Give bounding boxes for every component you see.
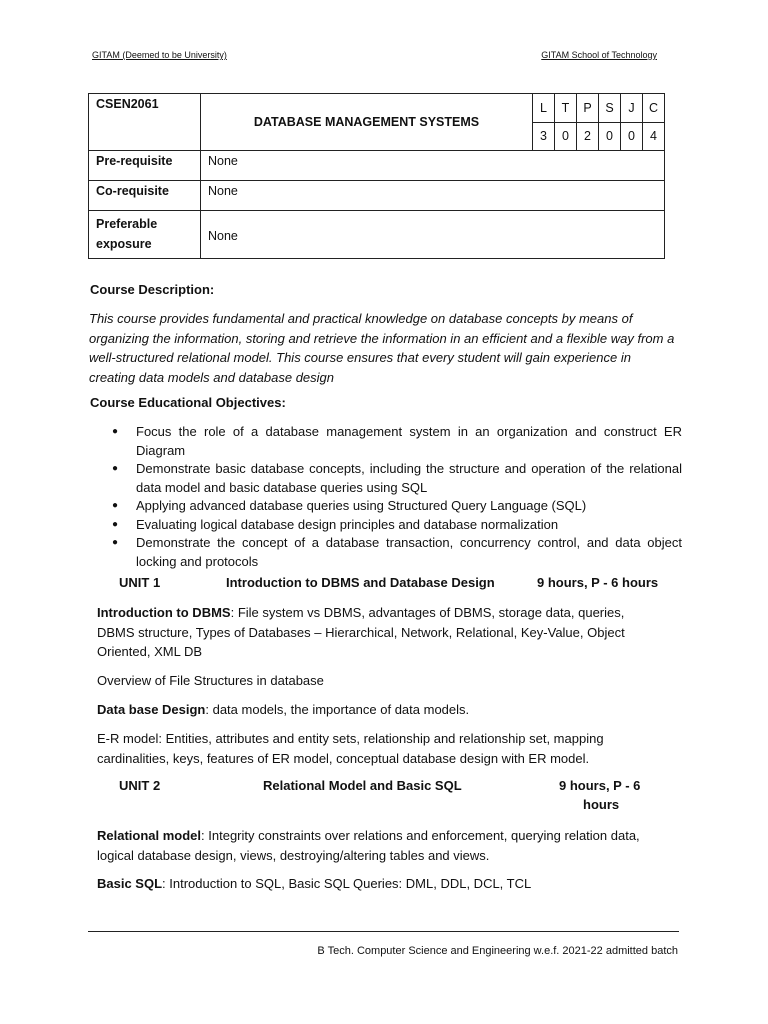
unit1-design-text: : data models, the importance of data models. bbox=[205, 702, 470, 717]
ltp-label-c: C bbox=[643, 94, 665, 123]
ltp-value-s: 0 bbox=[599, 122, 621, 151]
objectives-list bbox=[112, 423, 682, 571]
ltp-label-p: P bbox=[577, 94, 599, 123]
header-school: GITAM School of Technology bbox=[541, 50, 657, 60]
course-description-text: This course provides fundamental and practical knowledge on database concepts by means of organizing the information, storing and retrieve the information in an efficient and a flexible way from a well-structured relational model. This course ensures that every student will gain experience in creating data models and database design bbox=[89, 311, 675, 385]
unit1-design-label: Data base Design bbox=[97, 702, 206, 717]
unit2-hours-line1: 9 hours, P - 6 bbox=[559, 778, 641, 793]
table-row bbox=[89, 151, 665, 181]
unit1-intro-text: : File system vs DBMS, advantages of DBMS, storage data, queries, DBMS structure, Types of Databases – Hierarchical, Network, Relational, Key-Value, Object Oriented, XML DB bbox=[97, 605, 625, 659]
unit1-overview: Overview of File Structures in database bbox=[97, 673, 324, 688]
ltp-label-t: T bbox=[555, 94, 577, 123]
unit2-relational-text: : Integrity constraints over relations and enforcement, querying relation data, logical database design, views, destroying/altering tables and views. bbox=[97, 828, 640, 863]
ltp-value-p: 2 bbox=[577, 122, 599, 151]
unit1-intro-label: Introduction to DBMS bbox=[97, 605, 231, 620]
unit1-hours: 9 hours, P - 6 hours bbox=[537, 575, 659, 590]
unit2-sql-paragraph bbox=[97, 874, 659, 894]
unit2-sql-label: Basic SQL bbox=[97, 876, 163, 891]
unit2-sql-text: : Introduction to SQL, Basic SQL Queries: DML, DDL, DCL, TCL bbox=[162, 876, 532, 891]
unit1-intro-paragraph bbox=[97, 603, 659, 662]
exposure-label: Preferable exposure bbox=[89, 211, 201, 259]
unit2-label: UNIT 2 bbox=[119, 778, 161, 793]
header-university: GITAM (Deemed to be University) bbox=[92, 50, 227, 60]
list-item: ● Evaluating logical database design principles and database normalization bbox=[112, 516, 682, 535]
coreq-value: None bbox=[201, 181, 665, 211]
unit2-hours-line2: hours bbox=[583, 797, 620, 812]
unit1-label: UNIT 1 bbox=[119, 575, 161, 590]
course-info-table bbox=[88, 93, 665, 259]
prereq-value: None bbox=[201, 151, 665, 181]
unit2-relational-label: Relational model bbox=[97, 828, 202, 843]
ltp-value-c: 4 bbox=[643, 122, 665, 151]
table-row bbox=[89, 211, 665, 259]
unit1-er-paragraph: E-R model: Entities, attributes and entity sets, relationship and relationship set, mapping cardinalities, keys, features of ER model, conceptual database design with ER model. bbox=[97, 731, 604, 766]
objectives-heading: Course Educational Objectives: bbox=[90, 395, 286, 410]
ltp-label-s: S bbox=[599, 94, 621, 123]
ltp-value-t: 0 bbox=[555, 122, 577, 151]
prereq-label: Pre-requisite bbox=[89, 151, 201, 181]
exposure-value: None bbox=[201, 211, 665, 259]
list-item: ● Applying advanced database queries using Structured Query Language (SQL) bbox=[112, 497, 682, 516]
unit2-title: Relational Model and Basic SQL bbox=[263, 778, 462, 793]
coreq-label: Co-requisite bbox=[89, 181, 201, 211]
ltp-value-j: 0 bbox=[621, 122, 643, 151]
unit2-relational-paragraph bbox=[97, 826, 659, 865]
list-item: ● Focus the role of a database management system in an organization and construct ER Diagram bbox=[112, 423, 682, 460]
footer-divider bbox=[88, 931, 679, 932]
list-item: ● Demonstrate basic database concepts, including the structure and operation of the relational data model and basic database queries using SQL bbox=[112, 460, 682, 497]
table-row bbox=[89, 181, 665, 211]
ltp-value-l: 3 bbox=[533, 122, 555, 151]
ltp-label-j: J bbox=[621, 94, 643, 123]
unit1-title: Introduction to DBMS and Database Design bbox=[226, 575, 495, 590]
list-item: ● Demonstrate the concept of a database transaction, concurrency control, and data object locking and protocols bbox=[112, 534, 682, 571]
ltp-label-l: L bbox=[533, 94, 555, 123]
course-code: CSEN2061 bbox=[89, 94, 201, 151]
unit1-design-paragraph bbox=[97, 700, 659, 720]
course-description-heading: Course Description: bbox=[90, 282, 215, 297]
footer-text: B Tech. Computer Science and Engineering w.e.f. 2021-22 admitted batch bbox=[317, 945, 678, 957]
course-title: DATABASE MANAGEMENT SYSTEMS bbox=[201, 94, 533, 151]
